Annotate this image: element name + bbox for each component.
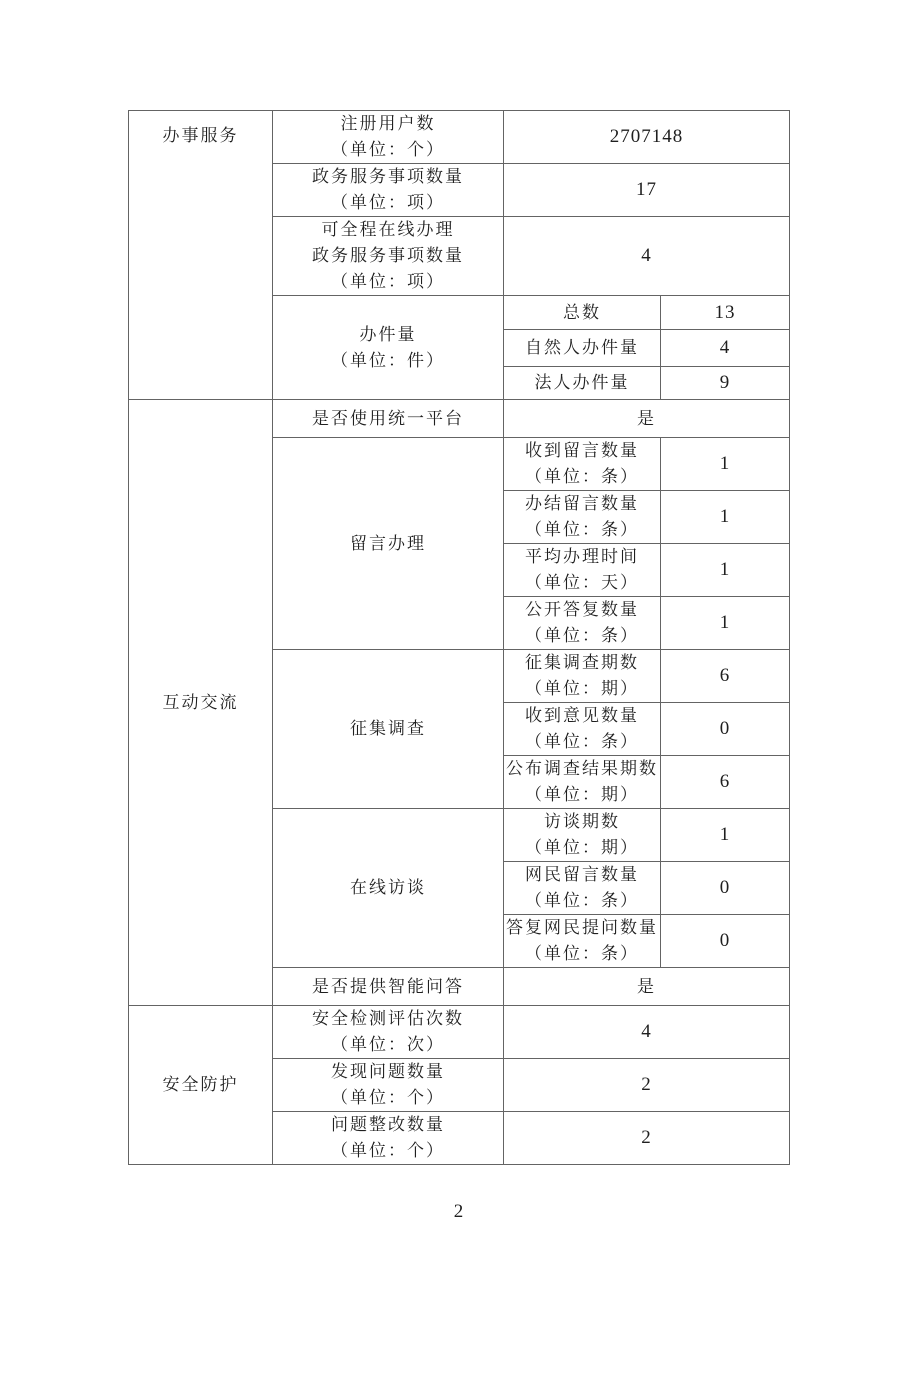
- surveys-issues-label: 征集调查期数: [525, 653, 639, 672]
- messages-public-label: 公开答复数量: [525, 600, 639, 619]
- cases-label: 办件量: [359, 324, 417, 344]
- page-number: 2: [453, 1201, 464, 1222]
- cell-smart-qa-label: 是否提供智能问答: [273, 968, 504, 1006]
- cell-interviews-label: 在线访谈: [273, 809, 504, 968]
- security-checks-unit: （单位：次）: [331, 1035, 445, 1054]
- cell-cases-legal-label: 法人办件量: [504, 367, 661, 400]
- cell-messages-completed-label: [504, 491, 661, 544]
- surveys-issues-unit: （单位：期）: [525, 679, 639, 698]
- cell-unified-platform-value: 是: [504, 400, 790, 438]
- online-items-line1: 可全程在线办理: [321, 220, 455, 239]
- security-problems-unit: （单位：个）: [331, 1088, 445, 1107]
- online-items-unit: （单位：项）: [331, 272, 445, 291]
- surveys-opinions-unit: （单位：条）: [525, 732, 639, 751]
- interviews-messages-unit: （单位：条）: [525, 891, 639, 910]
- cell-cases-natural-label: 自然人办件量: [504, 330, 661, 367]
- cell-online-items-label: [273, 217, 504, 296]
- security-checks-label: 安全检测评估次数: [312, 1009, 464, 1028]
- cell-interviews-messages-value: 0: [661, 862, 790, 915]
- messages-received-label: 收到留言数量: [525, 441, 639, 460]
- cell-cases-total-label: 总数: [504, 296, 661, 330]
- registered-users-label: 注册用户数: [340, 114, 436, 133]
- cell-surveys-issues-value: 6: [661, 650, 790, 703]
- cell-interviews-messages-label: [504, 862, 661, 915]
- cell-online-items-value: 4: [504, 217, 790, 296]
- cell-messages-public-value: 1: [661, 597, 790, 650]
- messages-received-unit: （单位：条）: [525, 467, 639, 486]
- cell-security-fixes-value: 2: [504, 1112, 790, 1165]
- cell-security-checks-label: [273, 1006, 504, 1059]
- section-label-security: 安全防护: [129, 1006, 273, 1165]
- messages-public-unit: （单位：条）: [525, 626, 639, 645]
- cell-surveys-issues-label: [504, 650, 661, 703]
- messages-avgtime-unit: （单位：天）: [525, 573, 639, 592]
- cell-service-items-value: 17: [504, 164, 790, 217]
- cases-unit: （单位：件）: [331, 350, 445, 370]
- cell-interviews-replies-value: 0: [661, 915, 790, 968]
- cell-messages-received-value: 1: [661, 438, 790, 491]
- interviews-issues-label: 访谈期数: [544, 812, 620, 831]
- interviews-replies-unit: （单位：条）: [525, 944, 639, 963]
- cell-surveys-opinions-value: 0: [661, 703, 790, 756]
- cell-service-items-label: [273, 164, 504, 217]
- cell-messages-completed-value: 1: [661, 491, 790, 544]
- service-items-label: 政务服务事项数量: [312, 167, 464, 186]
- cell-surveys-label: 征集调查: [273, 650, 504, 809]
- cell-unified-platform-label: 是否使用统一平台: [273, 400, 504, 438]
- interviews-issues-unit: （单位：期）: [525, 838, 639, 857]
- messages-avgtime-label: 平均办理时间: [525, 547, 639, 566]
- security-problems-label: 发现问题数量: [331, 1062, 445, 1081]
- cell-messages-public-label: [504, 597, 661, 650]
- messages-completed-label: 办结留言数量: [525, 494, 639, 513]
- cell-registered-users-label: [273, 111, 504, 164]
- interviews-messages-label: 网民留言数量: [525, 865, 639, 884]
- cell-security-problems-label: [273, 1059, 504, 1112]
- service-items-unit: （单位：项）: [331, 193, 445, 212]
- cell-smart-qa-value: 是: [504, 968, 790, 1006]
- cell-security-problems-value: 2: [504, 1059, 790, 1112]
- cell-messages-label: 留言办理: [273, 438, 504, 650]
- surveys-opinions-label: 收到意见数量: [525, 706, 639, 725]
- section-label-service: 办事服务: [129, 111, 273, 400]
- online-items-line2: 政务服务事项数量: [312, 246, 464, 265]
- interviews-replies-label: 答复网民提问数量: [506, 918, 658, 937]
- cell-security-checks-value: 4: [504, 1006, 790, 1059]
- cell-messages-avgtime-value: 1: [661, 544, 790, 597]
- annual-report-table: [128, 110, 790, 1165]
- section-label-interaction: 互动交流: [129, 400, 273, 1006]
- cell-registered-users-value: 2707148: [504, 111, 790, 164]
- cell-interviews-issues-label: [504, 809, 661, 862]
- cell-surveys-opinions-label: [504, 703, 661, 756]
- security-fixes-label: 问题整改数量: [331, 1115, 445, 1134]
- cell-messages-avgtime-label: [504, 544, 661, 597]
- cell-interviews-replies-label: [504, 915, 661, 968]
- cell-surveys-results-label: [504, 756, 661, 809]
- cell-surveys-results-value: 6: [661, 756, 790, 809]
- registered-users-unit: （单位：个）: [331, 140, 445, 159]
- messages-completed-unit: （单位：条）: [525, 520, 639, 539]
- cell-cases-legal-value: 9: [661, 367, 790, 400]
- surveys-results-label: 公布调查结果期数: [506, 759, 658, 778]
- cell-messages-received-label: [504, 438, 661, 491]
- cell-cases-label: [273, 296, 504, 400]
- cell-cases-natural-value: 4: [661, 330, 790, 367]
- cell-interviews-issues-value: 1: [661, 809, 790, 862]
- cell-security-fixes-label: [273, 1112, 504, 1165]
- security-fixes-unit: （单位：个）: [331, 1141, 445, 1160]
- surveys-results-unit: （单位：期）: [525, 785, 639, 804]
- cell-cases-total-value: 13: [661, 296, 790, 330]
